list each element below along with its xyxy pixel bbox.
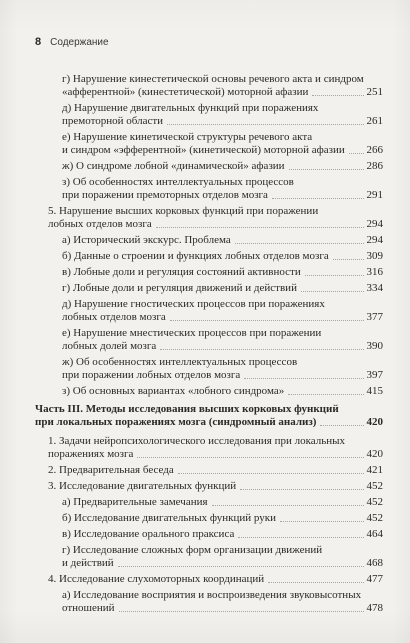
toc-entry bbox=[35, 589, 383, 618]
toc-page-number: 452 bbox=[366, 496, 383, 508]
toc-entry-title-line: г) Нарушение кинестетической основы речевого акта и синдром bbox=[62, 73, 364, 85]
toc-entry-title-line: при поражении лобных отделов мозга bbox=[62, 369, 241, 381]
dot-leader bbox=[280, 521, 364, 522]
toc-page-number: 390 bbox=[366, 340, 383, 352]
toc-page-number: 415 bbox=[366, 385, 383, 397]
toc-entry-title-line: 3. Исследование двигательных функций bbox=[48, 480, 237, 492]
toc-page-number: 478 bbox=[366, 602, 383, 614]
toc-page-number: 291 bbox=[366, 189, 383, 201]
dot-leader bbox=[119, 611, 364, 612]
toc-page-number: 251 bbox=[366, 86, 383, 98]
toc-page-number: 464 bbox=[366, 528, 383, 540]
toc-entry-title-line: в) Исследование орального праксиса bbox=[62, 528, 235, 540]
dot-leader bbox=[240, 489, 363, 490]
dot-leader bbox=[301, 291, 364, 292]
toc-entry-title-line: б) Исследование двигательных функций руки bbox=[62, 512, 276, 524]
toc-entry-last-line bbox=[62, 369, 383, 382]
dot-leader bbox=[212, 505, 364, 506]
dot-leader bbox=[244, 378, 363, 379]
toc-page-number: 452 bbox=[366, 512, 383, 524]
toc-entry-title-line: 2. Предварительная беседа bbox=[48, 464, 174, 476]
toc-part-entry bbox=[35, 403, 383, 435]
dot-leader bbox=[137, 457, 363, 458]
dot-leader bbox=[312, 95, 363, 96]
toc-page-number: 477 bbox=[366, 573, 383, 585]
dot-leader bbox=[238, 537, 363, 538]
toc-entry-title-line: и синдром «эфферентной» (кинетической) моторной афазии bbox=[62, 144, 345, 156]
toc-entry-title-line: и действий bbox=[62, 557, 114, 569]
running-header-title: Содержание bbox=[50, 37, 109, 48]
toc-page-number: 421 bbox=[366, 464, 383, 476]
toc-entry-title-line: «афферентной» (кинестетической) моторной афазии bbox=[62, 86, 309, 98]
toc-entry-last-line bbox=[48, 464, 383, 477]
toc-entry-last-line bbox=[62, 528, 383, 541]
toc-entry bbox=[35, 160, 383, 176]
toc-entry-last-line bbox=[62, 512, 383, 525]
toc-entry-title-line: лобных долей мозга bbox=[62, 340, 157, 352]
toc-page-number: 420 bbox=[366, 416, 383, 428]
toc-entry bbox=[35, 131, 383, 160]
toc-section-entry bbox=[35, 480, 383, 496]
toc-entry-title-line: г) Лобные доли и регуляция движений и действий bbox=[62, 282, 297, 294]
toc-page-number: 334 bbox=[366, 282, 383, 294]
toc-entry bbox=[35, 496, 383, 512]
toc-entry-last-line bbox=[62, 311, 383, 324]
toc-page-number: 286 bbox=[366, 160, 383, 172]
toc-entry-last-line bbox=[62, 115, 383, 128]
toc-entry-last-line bbox=[48, 573, 383, 586]
toc-page-number: 468 bbox=[366, 557, 383, 569]
toc-entry-last-line bbox=[62, 282, 383, 295]
toc-entry-title-line: премоторной области bbox=[62, 115, 164, 127]
toc-section-entry bbox=[35, 464, 383, 480]
toc-entry-last-line bbox=[62, 250, 383, 263]
toc-page-number: 316 bbox=[366, 266, 383, 278]
toc-entry-last-line bbox=[62, 602, 383, 615]
toc-entry-title-line: а) Предварительные замечания bbox=[62, 496, 208, 508]
toc-page-number: 294 bbox=[366, 234, 383, 246]
dot-leader bbox=[288, 394, 363, 395]
toc-entry-title-line: д) Нарушение двигательных функций при поражениях bbox=[62, 102, 319, 114]
dot-leader bbox=[305, 275, 364, 276]
toc-entry-title-line: г) Исследование сложных форм организации движений bbox=[62, 544, 323, 556]
toc-entry-title-line: а) Исторический экскурс. Проблема bbox=[62, 234, 231, 246]
toc-entry-title-line: отношений bbox=[62, 602, 115, 614]
toc-entry bbox=[35, 73, 383, 102]
toc-part-title-line: Часть III. Методы исследования высших корковых функций bbox=[35, 403, 339, 415]
toc-entry-title-line: е) Нарушение кинетической структуры речевого акта bbox=[62, 131, 313, 143]
toc-entry-last-line bbox=[48, 480, 383, 493]
toc-entry-last-line bbox=[62, 234, 383, 247]
toc-entry-title-line: при поражении премоторных отделов мозга bbox=[62, 189, 268, 201]
toc-page-number: 294 bbox=[366, 218, 383, 230]
toc-entry-last-line bbox=[48, 448, 383, 461]
dot-leader bbox=[160, 349, 363, 350]
toc-entry bbox=[35, 176, 383, 205]
toc-entry bbox=[35, 385, 383, 401]
toc-entry bbox=[35, 528, 383, 544]
toc-entry-last-line bbox=[62, 385, 383, 398]
running-header bbox=[35, 35, 109, 49]
toc-entry bbox=[35, 298, 383, 327]
toc-entry bbox=[35, 282, 383, 298]
toc-entry-title-line: лобных отделов мозга bbox=[62, 311, 166, 323]
toc-entry-last-line bbox=[62, 160, 383, 173]
toc-entry-title-line: б) Данные о строении и функциях лобных отделов мозга bbox=[62, 250, 329, 262]
dot-leader bbox=[156, 227, 364, 228]
toc-entry-title-line: лобных отделов мозга bbox=[48, 218, 152, 230]
toc-entry-last-line bbox=[62, 266, 383, 279]
toc-entry-title-line: 1. Задачи нейропсихологического исследования при локальных bbox=[48, 435, 346, 447]
toc-section-entry bbox=[35, 573, 383, 589]
toc-page-number: 266 bbox=[366, 144, 383, 156]
toc-page-number: 261 bbox=[366, 115, 383, 127]
dot-leader bbox=[118, 566, 364, 567]
dot-leader bbox=[170, 320, 364, 321]
toc-entry bbox=[35, 544, 383, 573]
dot-leader bbox=[178, 473, 364, 474]
toc-entry-title-line: 4. Исследование слухомоторных координаций bbox=[48, 573, 265, 585]
page-number: 8 bbox=[35, 36, 42, 48]
dot-leader bbox=[235, 243, 364, 244]
toc-section-entry bbox=[35, 205, 383, 234]
toc-entry bbox=[35, 234, 383, 250]
toc-entry bbox=[35, 356, 383, 385]
toc-section-entry bbox=[35, 435, 383, 464]
toc-entry-last-line bbox=[62, 496, 383, 509]
dot-leader bbox=[333, 259, 364, 260]
toc-entry-title-line: з) Об особенностях интеллектуальных процессов bbox=[62, 176, 294, 188]
toc-entry bbox=[35, 102, 383, 131]
toc-entry-last-line bbox=[62, 189, 383, 202]
toc-entry-title-line: 5. Нарушение высших корковых функций при поражении bbox=[48, 205, 319, 217]
dot-leader bbox=[268, 582, 363, 583]
toc-entry bbox=[35, 266, 383, 282]
toc-entry-title-line: ж) Об особенностях интеллектуальных процессов bbox=[62, 356, 298, 368]
toc-entry-last-line bbox=[62, 340, 383, 353]
dot-leader bbox=[289, 169, 364, 170]
toc-page-number: 452 bbox=[366, 480, 383, 492]
toc-page-number: 377 bbox=[366, 311, 383, 323]
toc-page-number: 309 bbox=[366, 250, 383, 262]
toc-entry-title-line: в) Лобные доли и регуляция состояний активности bbox=[62, 266, 301, 278]
dot-leader bbox=[167, 124, 363, 125]
toc-entry-title-line: д) Нарушение гностических процессов при поражениях bbox=[62, 298, 325, 310]
toc-entry bbox=[35, 512, 383, 528]
toc-entry-title-line: а) Исследование восприятия и воспроизведения звуковысотных bbox=[62, 589, 362, 601]
toc-entry-title-line: ж) О синдроме лобной «динамической» афазии bbox=[62, 160, 285, 172]
toc-entry-last-line bbox=[62, 557, 383, 570]
toc-entry bbox=[35, 250, 383, 266]
dot-leader bbox=[320, 425, 363, 426]
toc-entry-last-line bbox=[62, 86, 383, 99]
toc-entry-last-line bbox=[48, 218, 383, 231]
toc-part-title-line: при локальных поражениях мозга (синдромный анализ) bbox=[35, 416, 317, 428]
dot-leader bbox=[349, 153, 364, 154]
toc-entry-title-line: з) Об основных вариантах «лобного синдрома» bbox=[62, 385, 285, 397]
toc-page-number: 397 bbox=[366, 369, 383, 381]
dot-leader bbox=[272, 198, 364, 199]
toc-entry-title-line: е) Нарушение мнестических процессов при поражении bbox=[62, 327, 322, 339]
table-of-contents bbox=[35, 73, 383, 618]
toc-entry-last-line bbox=[62, 144, 383, 157]
toc-entry bbox=[35, 327, 383, 356]
toc-page-number: 420 bbox=[366, 448, 383, 460]
toc-entry-title-line: поражениях мозга bbox=[48, 448, 134, 460]
toc-entry-last-line bbox=[35, 416, 383, 429]
